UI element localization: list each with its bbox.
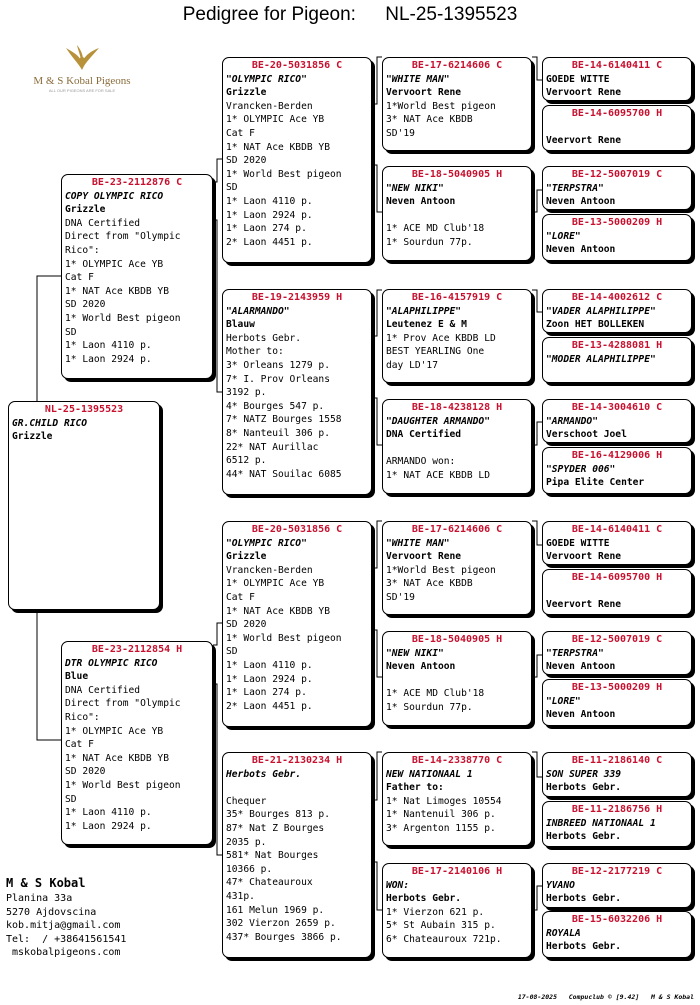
info-line: 1* OLYMPIC Ace YB [226, 578, 325, 590]
ring-number: BE-11-2186756 H [571, 804, 663, 815]
info-line: SD [65, 793, 77, 805]
ring-number: BE-16-4129006 H [571, 450, 663, 461]
info-line: 302 Vierzon 2659 p. [226, 918, 336, 930]
pigeon-owner: Neven Antoon [546, 196, 616, 208]
info-line: 1* OLYMPIC Ace YB [65, 258, 164, 270]
info-line: DNA Certified [65, 684, 141, 696]
ring-number: BE-13-5000209 H [571, 217, 663, 228]
pigeon-color: Grizzle [226, 87, 267, 99]
pigeon-card-gg-grandparent[interactable] [542, 57, 692, 101]
info-line: 3* Orleans 1279 p. [226, 359, 330, 371]
pigeon-owner: Neven Antoon [546, 661, 616, 673]
pigeon-owner: Herbots Gebr. [546, 831, 622, 843]
pigeon-owner: Herbots Gebr. [386, 893, 462, 905]
info-line: 6512 p. [226, 455, 267, 467]
info-line [386, 209, 528, 223]
info-line: SD 2020 [65, 766, 106, 778]
info-line: 1* Prov Ace KBDB LD [386, 332, 496, 344]
pigeon-card-gg-grandparent[interactable] [542, 801, 692, 847]
pigeon-card-gg-grandparent[interactable] [542, 569, 692, 615]
info-line: 1* Laon 274 p. [226, 223, 307, 235]
pigeon-name: SON SUPER 339 [546, 768, 622, 780]
info-line: 1* World Best pigeon [65, 312, 181, 324]
info-line: SD 2020 [65, 299, 106, 311]
pigeon-color: Blue [65, 671, 89, 683]
ring-number: BE-20-5031856 C [251, 524, 343, 535]
info-line [386, 442, 528, 456]
info-line: 1* Nantenuil 306 p. [386, 809, 496, 821]
info-line: DNA Certified [65, 217, 141, 229]
info-line: 1* Laon 274 p. [226, 687, 307, 699]
ring-number: BE-13-5000209 H [571, 682, 663, 693]
info-line: 2* Laon 4451 p. [226, 700, 313, 712]
pigeon-name: NEW NATIONAAL 1 [386, 768, 473, 780]
info-line: Cat F [226, 127, 255, 139]
info-line: 431p. [226, 890, 255, 902]
pigeon-owner: Vervoort Rene [546, 551, 622, 563]
pigeon-owner: Herbots Gebr. [546, 782, 622, 794]
pigeon-owner: Leutenez E & M [386, 319, 467, 331]
info-line: 1* World Best pigeon [65, 779, 181, 791]
pigeon-owner: Neven Antoon [386, 661, 456, 673]
info-line: Vrancken-Berden [226, 100, 313, 112]
ring-number: BE-17-2140106 H [411, 866, 503, 877]
pigeon-owner: Zoon HET BOLLEKEN [546, 319, 645, 331]
pigeon-card-great-grandparent[interactable] [382, 57, 532, 151]
pigeon-name: "VADER ALAPHILIPPE" [546, 305, 656, 317]
info-line: 6* Chateauroux 721p. [386, 933, 502, 945]
pigeon-card-great-grandparent[interactable] [382, 863, 532, 958]
ring-number: BE-12-5007019 C [571, 169, 663, 180]
info-line: 1* OLYMPIC Ace YB [226, 114, 325, 126]
pigeon-card-great-grandparent[interactable] [382, 631, 532, 726]
pigeon-name: "WHITE MAN" [386, 537, 450, 549]
pigeon-card-sire[interactable] [61, 174, 213, 379]
pigeon-card-gg-grandparent[interactable] [542, 105, 692, 151]
pigeon-name: GOEDE WITTE [546, 537, 610, 549]
pigeon-card-gg-grandparent[interactable] [542, 337, 692, 383]
ring-number: BE-14-3004610 C [571, 402, 663, 413]
pigeon-name: DTR OLYMPIC RICO [65, 657, 158, 669]
info-line: SD 2020 [226, 155, 267, 167]
info-line: 1* Sourdun 77p. [386, 701, 473, 713]
ring-number: BE-12-2177219 C [571, 866, 663, 877]
footer-date: 17-08-2025 [517, 993, 557, 1001]
pigeon-name: YVANO [546, 879, 575, 891]
pigeon-owner: Father to: [386, 782, 444, 794]
pigeon-card-gg-grandparent[interactable] [542, 752, 692, 797]
info-line: 35* Bourges 813 p. [226, 809, 330, 821]
breeder-website[interactable]: mskobalpigeons.com [6, 947, 121, 958]
pigeon-owner: Neven Antoon [386, 196, 456, 208]
info-line: Direct from "Olympic [65, 698, 181, 710]
ring-number: BE-23-2112854 H [91, 644, 183, 655]
pigeon-name: "OLYMPIC RICO" [226, 537, 307, 549]
info-line: 22* NAT Aurillac [226, 441, 319, 453]
ring-number: BE-18-5040905 H [411, 169, 503, 180]
info-line: 5* St Aubain 315 p. [386, 920, 496, 932]
info-line: 1* ACE MD Club'18 [386, 223, 485, 235]
pigeon-name: GR.CHILD RICO [12, 417, 88, 429]
pigeon-name: "OLYMPIC RICO" [226, 73, 307, 85]
info-line: 2* Laon 4451 p. [226, 236, 313, 248]
breeder-email[interactable]: kob.mitja@gmail.com [6, 920, 121, 931]
pigeon-card-grandparent[interactable] [222, 521, 372, 727]
ring-number: BE-17-6214606 C [411, 524, 503, 535]
pigeon-name: "ALAPHILIPPE" [386, 305, 462, 317]
pigeon-card-great-grandparent[interactable] [382, 752, 532, 846]
info-line: 1* ACE MD Club'18 [386, 688, 485, 700]
pigeon-owner: Herbots Gebr. [546, 893, 622, 905]
info-line: 10366 p. [226, 863, 273, 875]
pigeon-card-gg-grandparent[interactable] [542, 289, 692, 333]
info-line: day LD'17 [386, 359, 438, 371]
info-line: 1* NAT Ace KBDB YB [226, 141, 330, 153]
pigeon-name: "DAUGHTER ARMANDO" [386, 415, 490, 427]
info-line [226, 781, 368, 795]
info-line: SD [65, 326, 77, 338]
info-line: SD'19 [386, 127, 415, 139]
info-line: 1* Sourdun 77p. [386, 236, 473, 248]
info-line: 1* Laon 2924 p. [65, 820, 152, 832]
pigeon-color: Grizzle [65, 204, 106, 216]
pigeon-card-great-grandparent[interactable] [382, 289, 532, 383]
pigeon-name: "ARMANDO" [546, 415, 598, 427]
pigeon-card-gg-grandparent[interactable] [542, 863, 692, 908]
ring-number: BE-18-5040905 H [411, 634, 503, 645]
info-line: BEST YEARLING One [386, 346, 485, 358]
pigeon-owner: Verschoot Joel [546, 429, 627, 441]
pigeon-owner: Veervort Rene [546, 599, 622, 611]
info-line: 8* Nanteuil 306 p. [226, 427, 330, 439]
breeder-name: M & S Kobal [6, 876, 86, 890]
info-line: 1* OLYMPIC Ace YB [65, 725, 164, 737]
spacer [546, 585, 688, 599]
info-line: 1* NAT Ace KBDB YB [65, 752, 169, 764]
pigeon-name: "TERPSTRA" [546, 182, 604, 194]
info-line: 4* Bourges 547 p. [226, 400, 325, 412]
ring-number: BE-14-6140411 C [571, 60, 663, 71]
info-line: 87* Nat Z Bourges [226, 822, 325, 834]
pigeon-name: "LORE" [546, 230, 581, 242]
pigeon-color: Grizzle [12, 431, 53, 443]
info-line: 1* Laon 2924 p. [65, 353, 152, 365]
info-line: Cat F [226, 591, 255, 603]
pigeon-name: "TERPSTRA" [546, 647, 604, 659]
info-line: 1* Laon 2924 p. [226, 209, 313, 221]
pigeon-owner: Vervoort Rene [386, 87, 462, 99]
pigeon-card-subject[interactable] [8, 401, 160, 610]
title-prefix: Pedigree for Pigeon: [182, 4, 356, 25]
ring-number: BE-12-5007019 C [571, 634, 663, 645]
info-line: ARMANDO won: [386, 456, 456, 468]
info-line: 3* Argenton 1155 p. [386, 822, 496, 834]
pigeon-card-great-grandparent[interactable] [382, 399, 532, 494]
info-line: 1* World Best pigeon [226, 632, 342, 644]
info-line: 1* Laon 4110 p. [226, 195, 313, 207]
info-line: 3192 p. [226, 387, 267, 399]
ring-number: BE-16-4157919 C [411, 292, 503, 303]
ring-number: BE-13-4288081 H [571, 340, 663, 351]
pigeon-card-great-grandparent[interactable] [382, 166, 532, 261]
info-line: SD'19 [386, 591, 415, 603]
ring-number: NL-25-1395523 [44, 404, 124, 415]
info-line: 2035 p. [226, 836, 267, 848]
ring-number: BE-17-6214606 C [411, 60, 503, 71]
pigeon-name: COPY OLYMPIC RICO [65, 190, 164, 202]
info-line: 7* I. Prov Orleans [226, 373, 330, 385]
info-line: 1* NAT Ace KBDB YB [226, 605, 330, 617]
ring-number: BE-14-6140411 C [571, 524, 663, 535]
pigeon-name: "NEW NIKI" [386, 182, 444, 194]
pigeon-name: "ALARMANDO" [226, 305, 290, 317]
pigeon-name: "LORE" [546, 695, 581, 707]
breeder-address: Planina 33a [6, 893, 73, 904]
pigeon-name: ROYALA [546, 927, 581, 939]
info-line: 1* NAT ACE KBDB LD [386, 469, 490, 481]
pigeon-card-gg-grandparent[interactable] [542, 521, 692, 565]
info-line: Cat F [65, 272, 94, 284]
pigeon-color: Blauw [226, 319, 255, 331]
ring-number: BE-20-5031856 C [251, 60, 343, 71]
info-line: 3* NAT Ace KBDB [386, 114, 473, 126]
spacer [546, 121, 688, 135]
pigeon-card-grandparent[interactable] [222, 57, 372, 263]
info-line: 1*World Best pigeon [386, 564, 496, 576]
info-line: 47* Chateauroux [226, 877, 313, 889]
logo-brand: M & S Kobal Pigeons [33, 75, 131, 87]
info-line: SD 2020 [226, 619, 267, 631]
info-line: SD [226, 646, 238, 658]
ring-number: BE-21-2130234 H [251, 755, 343, 766]
pigeon-name: "MODER ALAPHILIPPE" [546, 353, 656, 365]
pigeon-card-gg-grandparent[interactable] [542, 214, 692, 261]
pigeon-owner: Vervoort Rene [386, 551, 462, 563]
breeder-phone: Tel: / +38641561541 [6, 933, 127, 945]
info-line: 437* Bourges 3866 p. [226, 931, 342, 943]
info-line: Vrancken-Berden [226, 564, 313, 576]
pigeon-name: GOEDE WITTE [546, 73, 610, 85]
info-line: 1*World Best pigeon [386, 100, 496, 112]
pigeon-card-gg-grandparent[interactable] [542, 911, 692, 958]
pigeon-owner: Neven Antoon [546, 709, 616, 721]
info-line: Mother to: [226, 346, 284, 358]
breeder-city: 5270 Ajdovscina [6, 906, 97, 918]
pigeon-card-gg-grandparent[interactable] [542, 166, 692, 210]
pigeon-card-grandparent[interactable] [222, 289, 372, 495]
pigeon-owner: Pipa Elite Center [546, 477, 645, 489]
pigeon-owner: DNA Certified [386, 429, 462, 441]
pigeon-name: "SPYDER 006" [546, 463, 616, 475]
breeder-contact [6, 874, 126, 960]
info-line: Chequer [226, 795, 267, 807]
pigeon-owner: Veervort Rene [546, 135, 622, 147]
pigeon-name: "NEW NIKI" [386, 647, 444, 659]
ring-number: BE-19-2143959 H [251, 292, 343, 303]
ring-number: BE-14-6095700 H [571, 108, 663, 119]
pigeon-owner: Vervoort Rene [546, 87, 622, 99]
pigeon-card-gg-grandparent[interactable] [542, 447, 692, 494]
logo-tagline: ALL OUR PIGEONS ARE FOR SALE [48, 88, 116, 93]
pigeon-name: "WHITE MAN" [386, 73, 450, 85]
info-line: 1* Laon 4110 p. [65, 807, 152, 819]
info-line: Rico": [65, 711, 100, 723]
pigeon-card-gg-grandparent[interactable] [542, 679, 692, 726]
info-line: 581* Nat Bourges [226, 850, 319, 862]
pigeon-card-dam[interactable] [61, 641, 213, 845]
info-line: 1* Laon 4110 p. [65, 340, 152, 352]
info-line: 44* NAT Souilac 6085 [226, 468, 342, 480]
info-line: Direct from "Olympic [65, 231, 181, 243]
pigeon-card-gg-grandparent[interactable] [542, 631, 692, 675]
info-line: SD [226, 182, 238, 194]
ring-number: BE-14-2338770 C [411, 755, 503, 766]
info-line: Herbots Gebr. [226, 332, 302, 344]
info-line: 1* World Best pigeon [226, 168, 342, 180]
print-footer [518, 993, 694, 1001]
info-line: 1* Laon 2924 p. [226, 673, 313, 685]
footer-owner: M & S Kobal [650, 993, 694, 1001]
info-line: Cat F [65, 739, 94, 751]
ring-number: BE-11-2186140 C [571, 755, 663, 766]
info-line [386, 674, 528, 688]
pigeon-card-grandparent[interactable] [222, 752, 372, 958]
ring-number: BE-15-6032206 H [571, 914, 663, 925]
info-line: 161 Melun 1969 p. [226, 904, 325, 916]
pigeon-name: INBREED NATIONAAL 1 [546, 817, 656, 829]
title-ring: NL-25-1395523 [385, 4, 518, 25]
info-line: Rico": [65, 244, 100, 256]
info-line: 3* NAT Ace KBDB [386, 578, 473, 590]
pigeon-owner: Neven Antoon [546, 244, 616, 256]
pigeon-card-gg-grandparent[interactable] [542, 399, 692, 443]
ring-number: BE-18-4238128 H [411, 402, 503, 413]
pigeon-card-great-grandparent[interactable] [382, 521, 532, 615]
info-line: 1* NAT Ace KBDB YB [65, 285, 169, 297]
footer-software: Compuclub © [9.42] [568, 993, 640, 1001]
ring-number: BE-14-4002612 C [571, 292, 663, 303]
ring-number: BE-23-2112876 C [91, 177, 183, 188]
pigeon-color: Grizzle [226, 551, 267, 563]
pigeon-owner: Herbots Gebr. [546, 941, 622, 953]
ring-number: BE-14-6095700 H [571, 572, 663, 583]
pigeon-name: Herbots Gebr. [226, 768, 302, 780]
info-line: 1* Vierzon 621 p. [386, 906, 485, 918]
info-line: 7* NATZ Bourges 1558 [226, 414, 342, 426]
info-line: 1* Laon 4110 p. [226, 659, 313, 671]
info-line: 1* Nat Limoges 10554 [386, 795, 502, 807]
pigeon-name: WON: [386, 879, 410, 891]
